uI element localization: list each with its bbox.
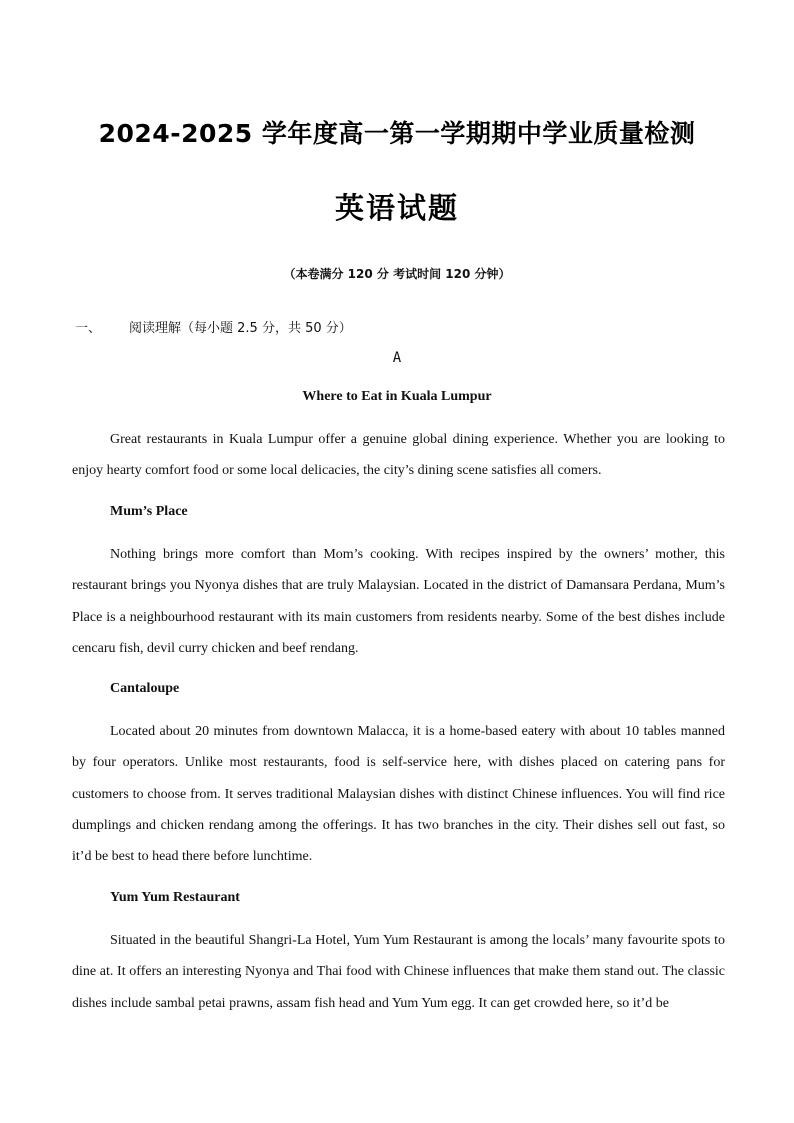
passage-title: Where to Eat in Kuala Lumpur [302,389,492,404]
section-heading [75,317,352,336]
exam-subject: 英语试题 [334,191,459,225]
exam-title: 2024-2025 学年度高一第一学期期中学业质量检测 [98,119,696,148]
passage-intro: Great restaurants in Kuala Lumpur offer a genuine global dining experience. Whether you are looking to enjoy hearty comfort food or some local delicacies, the city’s dining scene satisfies all comers. [72,432,725,479]
passage-letter: A [392,350,402,366]
restaurant-description: Located about 20 minutes from downtown Malacca, it is a home-based eatery with about 10 tables manned by four operators. Unlike most restaurants, food is self-service here, with dishes placed on catering pans for customers to choose from. It serves traditional Malaysian dishes with distinct Chinese influences. You will find rice dumplings and chicken rendang among the offerings. It has two branches in the city. Their dishes sell out fast, so it’d be best to head there before lunchtime. [72,724,725,865]
exam-note: （本卷满分 120 分 考试时间 120 分钟） [283,267,511,281]
section-label: 阅读理解（每小题 2.5 分，共 50 分） [129,321,352,336]
restaurant-description: Nothing brings more comfort than Mom’s cooking. With recipes inspired by the owners’ mother, this restaurant brings you Nyonya dishes that are truly Malaysian. Located in the district of Damansara Perdana, Mum’s Place is a neighbourhood restaurant with its main customers from residents nearby. Some of the best dishes include cencaru fish, devil curry chicken and beef rendang. [72,547,725,656]
restaurant-heading: Mum’s Place [110,504,188,519]
restaurant-heading: Yum Yum Restaurant [110,890,240,905]
restaurant-description: Situated in the beautiful Shangri-La Hotel, Yum Yum Restaurant is among the locals’ many favourite spots to dine at. It offers an interesting Nyonya and Thai food with Chinese influences that make them stand out. The classic dishes include sambal petai prawns, assam fish head and Yum Yum egg. It can get crowded here, so it’d be [72,933,725,1011]
section-number: 一、 [75,321,102,336]
restaurant-heading: Cantaloupe [110,681,180,696]
